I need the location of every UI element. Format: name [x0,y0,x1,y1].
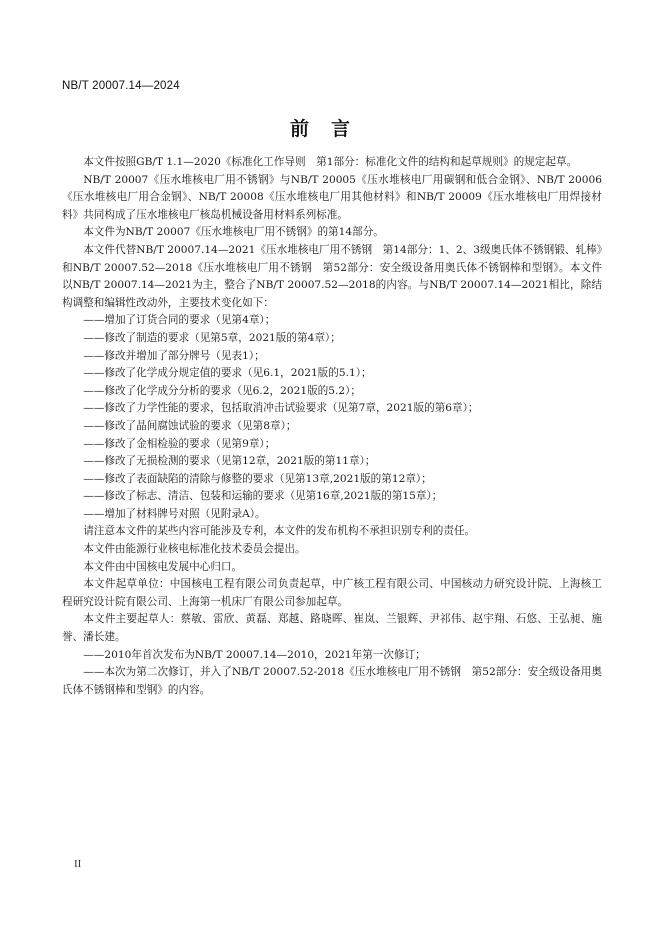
paragraph: 本文件由能源行业核电标准化技术委员会提出。 [83,543,306,556]
change-item: ——增加了材料牌号对照（见附录A）。 [83,507,266,520]
change-item: ——修改了力学性能的要求，包括取消冲击试验要求（见第7章，2021版的第6章）； [83,402,479,415]
paragraph: ——2010年首次发布为NB/T 20007.14—2010，2021年第一次修订； [83,648,426,661]
change-item: ——修改了化学成分规定值的要求（见6.1，2021版的5.1）； [83,367,372,380]
foreword-body [62,154,602,699]
paragraph: 本文件代替NB/T 20007.14—2021《压水堆核电厂用不锈钢 第14部分：1、2、3级奥氏体不锈钢锻、轧棒》和NB/T 20007.52—2018《压水堆核电厂用不锈钢 第52部分：安全级设备用奥氏体不锈钢棒和型钢》。本文件以NB/T 20007.14—2021为主，整合了NB/T 20007.52—2018的内容。与NB/T 20007.14—2021相比，除结构调整和编辑性改动外，主要技术变化如下： [62,243,602,309]
paragraph: 本文件起草单位：中国核电工程有限公司负责起草，中广核工程有限公司、中国核动力研究设计院、上海核工程研究设计院有限公司、上海第一机床厂有限公司参加起草。 [62,578,602,608]
change-item: ——修改并增加了部分牌号（见表1）； [83,349,265,362]
change-item: ——增加了订货合同的要求（见第4章）； [83,314,276,327]
paragraph: 本文件主要起草人：蔡敏、雷欣、黄磊、郑越、路晓晖、崔岚、兰银辉、尹祁伟、赵宇翔、石悠、王弘昶、施誉、潘长建。 [62,613,602,644]
paragraph: NB/T 20007《压水堆核电厂用不锈钢》与NB/T 20005《压水堆核电厂用碳钢和低合金钢》、NB/T 20006《压水堆核电厂用合金钢》、NB/T 20008《压水堆核电厂用其他材料》和NB/T 20009《压水堆核电厂用焊接材料》共同构成了压水堆核电厂核岛机械设备用材料系列标准。 [62,173,602,221]
paragraph: 本文件为NB/T 20007《压水堆核电厂用不锈钢》的第14部分。 [83,226,384,239]
paragraph: 本文件按照GB/T 1.1—2020《标准化工作导则 第1部分：标准化文件的结构和起草规则》的规定起草。 [83,156,578,168]
paragraph: 请注意本文件的某些内容可能涉及专利，本文件的发布机构不承担识别专利的责任。 [83,525,476,538]
change-item: ——修改了晶间腐蚀试验的要求（见第8章）； [83,419,297,432]
change-item: ——修改了标志、清洁、包装和运输的要求（见第16章,2021版的第15章）； [83,490,443,503]
change-item: ——修改了制造的要求（见第5章，2021版的第4章）； [83,331,341,344]
paragraph: ——本次为第二次修订，并入了NB/T 20007.52-2018《压水堆核电厂用不锈钢 第52部分：安全级设备用奥氏体不锈钢棒和型钢》的内容。 [62,666,602,696]
change-item: ——修改了表面缺陷的清除与修整的要求（见第13章,2021版的第12章）； [83,472,432,485]
document-id: NB/T 20007.14—2024 [62,80,180,92]
change-item: ——修改了金相检验的要求（见第9章）； [83,437,276,450]
paragraph: 本文件由中国核电发展中心归口。 [83,560,243,573]
page-number: II [74,858,82,870]
page-title: 前言 [289,118,372,140]
change-item: ——修改了无损检测的要求（见第12章，2021版的第11章）； [83,455,376,468]
change-item: ——修改了化学成分分析的要求（见6.2，2021版的5.2）； [83,384,362,397]
